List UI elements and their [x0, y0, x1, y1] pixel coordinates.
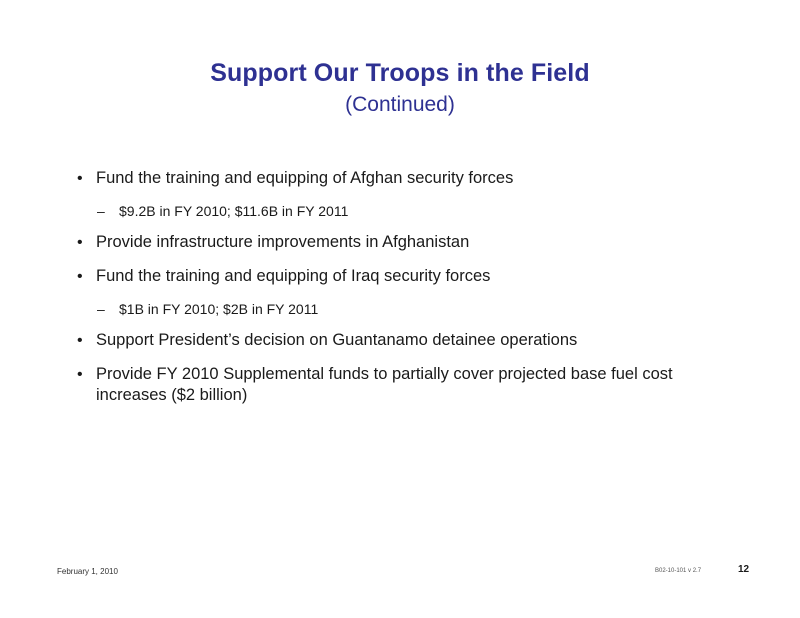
page-number: 12: [738, 564, 750, 575]
bullet-text: Fund the training and equipping of Iraq security forces: [96, 267, 491, 285]
bullet-marker: •: [77, 268, 83, 285]
slide-title: Support Our Troops in the Field: [210, 59, 590, 87]
footer-document-code: B02-10-101 v 2.7: [655, 568, 702, 574]
sub-bullet-marker: –: [97, 301, 105, 317]
bullet-item: [77, 266, 737, 287]
bullet-text: Provide FY 2010 Supplemental funds to partially cover projected base fuel cost increases ($2 billion): [96, 365, 673, 404]
sub-bullet-item: [77, 300, 737, 318]
sub-bullet-item: [77, 202, 737, 220]
bullet-item: [77, 330, 737, 351]
sub-bullet-text: $9.2B in FY 2010; $11.6B in FY 2011: [119, 203, 349, 219]
footer-date: February 1, 2010: [57, 567, 118, 576]
slide-subtitle: (Continued): [345, 93, 455, 116]
sub-bullet-marker: –: [97, 203, 105, 219]
bullet-text: Support President’s decision on Guantanamo detainee operations: [96, 331, 578, 349]
sub-bullet-text: $1B in FY 2010; $2B in FY 2011: [119, 301, 319, 317]
bullet-list: [77, 168, 737, 406]
bullet-item: [77, 168, 737, 189]
bullet-marker: •: [77, 170, 83, 187]
bullet-marker: •: [77, 332, 83, 349]
bullet-text: Provide infrastructure improvements in Afghanistan: [96, 233, 470, 251]
bullet-marker: •: [77, 234, 83, 251]
bullet-marker: •: [77, 366, 83, 383]
bullet-item: [77, 232, 737, 253]
bullet-item: [77, 364, 716, 406]
bullet-text: Fund the training and equipping of Afghan security forces: [96, 169, 514, 187]
